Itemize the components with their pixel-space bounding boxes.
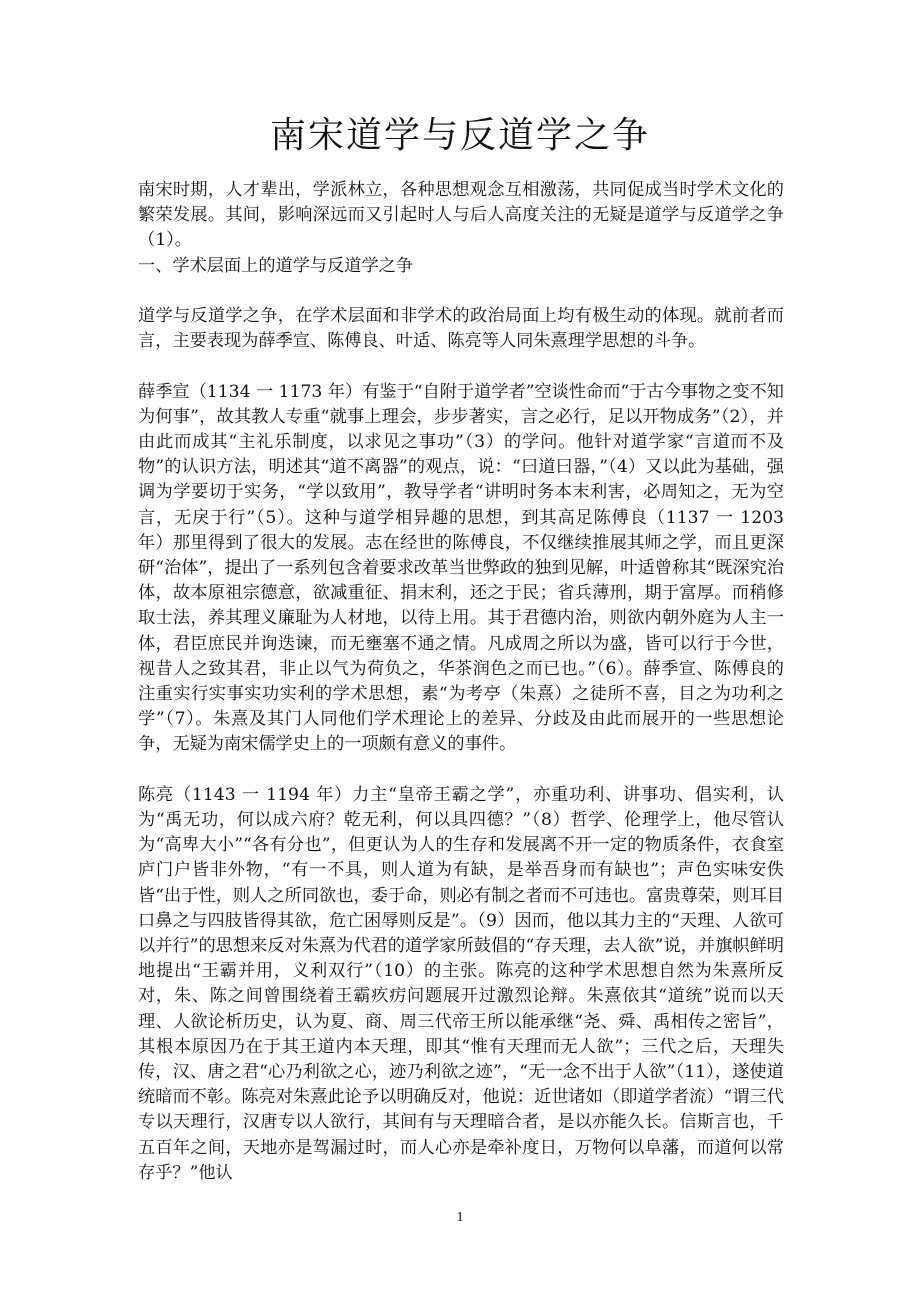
body-paragraph: 陈亮（1143 一 1194 年）力主“皇帝王霸之学”，亦重功利、讲事功、倡实利，认为“禹无功，何以成六府？乾无利，何以具四德？”（8）哲学、伦理学上，他尽管认为“高卑大小”“各有分也”，但更认为人的生存和发展离不开一定的物质条件，衣食室庐门户皆非外物，“有一不具，则人道为有缺，是举吾身而有缺也”；声色实味安佚皆“出于性，则人之所同欲也，委于命，则必有制之者而不可违也。富贵尊荣，则耳目口鼻之与四肢皆得其欲，危亡困辱则反是”。（9）因而，他以其力主的“天理、人欲可以并行”的思想来反对朱熹为代君的道学家所鼓倡的“存天理，去人欲”说，并旗帜鲜明地提出“王霸并用，义利双行”（10）的主张。陈亮的这种学术思想自然为朱熹所反对，朱、陈之间曾围绕着王霸疚疠问题展开过激烈论辩。朱熹依其“道统”说而以天理、人欲论析历史，认为夏、商、周三代帝王所以能承继“尧、舜、禹相传之密旨”，其根本原因乃在于其王道内本天理，即其“惟有天理而无人欲”；三代之后，天理失传，汉、唐之君“心乃利欲之心，迹乃利欲之迹”，“无一念不出于人欲”（11），遂使道统暗而不彰。陈亮对朱熹此论予以明确反对，他说：近世诸如（即道学者流）“谓三代专以天理行，汉唐专以人欲行，其间有与天理暗合者，是以亦能久长。信斯言也，千五百年之间，天地亦是驾漏过时，而人心亦是牵补度日，万物何以阜藩，而道何以常存乎？”他认 — [138, 784, 784, 1183]
intro-paragraph: 南宋时期，人才辈出，学派林立，各种思想观念互相激荡，共同促成当时学术文化的繁荣发展。其间，影响深远而又引起时人与后人高度关注的无疑是道学与反道学之争（1）。 — [138, 180, 784, 251]
paragraph-spacer — [138, 354, 784, 379]
document-body — [138, 178, 784, 1186]
paragraph-spacer — [138, 279, 784, 304]
body-paragraph: 薛季宣（1134 一 1173 年）有鉴于“自附于道学者”空谈性命而“于古今事物之变不知为何事”，故其教人专重“就事上理会，步步著实，言之必行，足以开物成务”（2），并由此而成其“主礼乐制度，以求见之事功”（3）的学问。他针对道学家“言道而不及物”的认识方法，明述其“道不离器”的观点，说：“曰道曰器，”（4）又以此为基础，强调为学要切于实务，“学以致用”，教导学者“讲明时务本末利害，必周知之，无为空言，无戾于行”（5）。这种与道学相异趣的思想，到其高足陈傅良（1137 一 1203 年）那里得到了很大的发展。志在经世的陈傅良，不仅继续推展其师之学，而且更深研“治体”，提出了一系列包含着要求改革当世弊政的独到见解，叶适曾称其“既深究治体，故本原祖宗德意，欲减重征、捐末利，还之于民；省兵薄刑，期于富厚。而稍修取士法，养其理义廉耻为人材地，以待上用。其于君德内治，则欲内朝外庭为人主一体，君臣庶民并询迭谏，而无壅塞不通之情。凡成周之所以为盛，皆可以行于今世，视昔人之致其君，非止以气为荷负之，华茶润色之而已也。”（6）。薛季宣、陈傅良的注重实行实事实功实利的学术思想，素“为考亭（朱熹）之徒所不喜，目之为功利之学”（7）。朱熹及其门人同他们学术理论上的差异、分歧及由此而展开的一些思想论争，无疑为南宋儒学史上的一项颇有意义的事件。 — [138, 381, 784, 755]
section-heading: 一、学术层面上的道学与反道学之争 — [138, 255, 414, 276]
page-number: 1 — [456, 1210, 464, 1225]
paragraph-spacer — [138, 758, 784, 783]
document-title: 南宋道学与反道学之争 — [269, 115, 650, 156]
body-paragraph: 道学与反道学之争，在学术层面和非学术的政治局面上均有极生动的体现。就前者而言，主要表现为薛季宣、陈傅良、叶适、陈亮等人同朱熹理学思想的斗争。 — [138, 306, 784, 352]
